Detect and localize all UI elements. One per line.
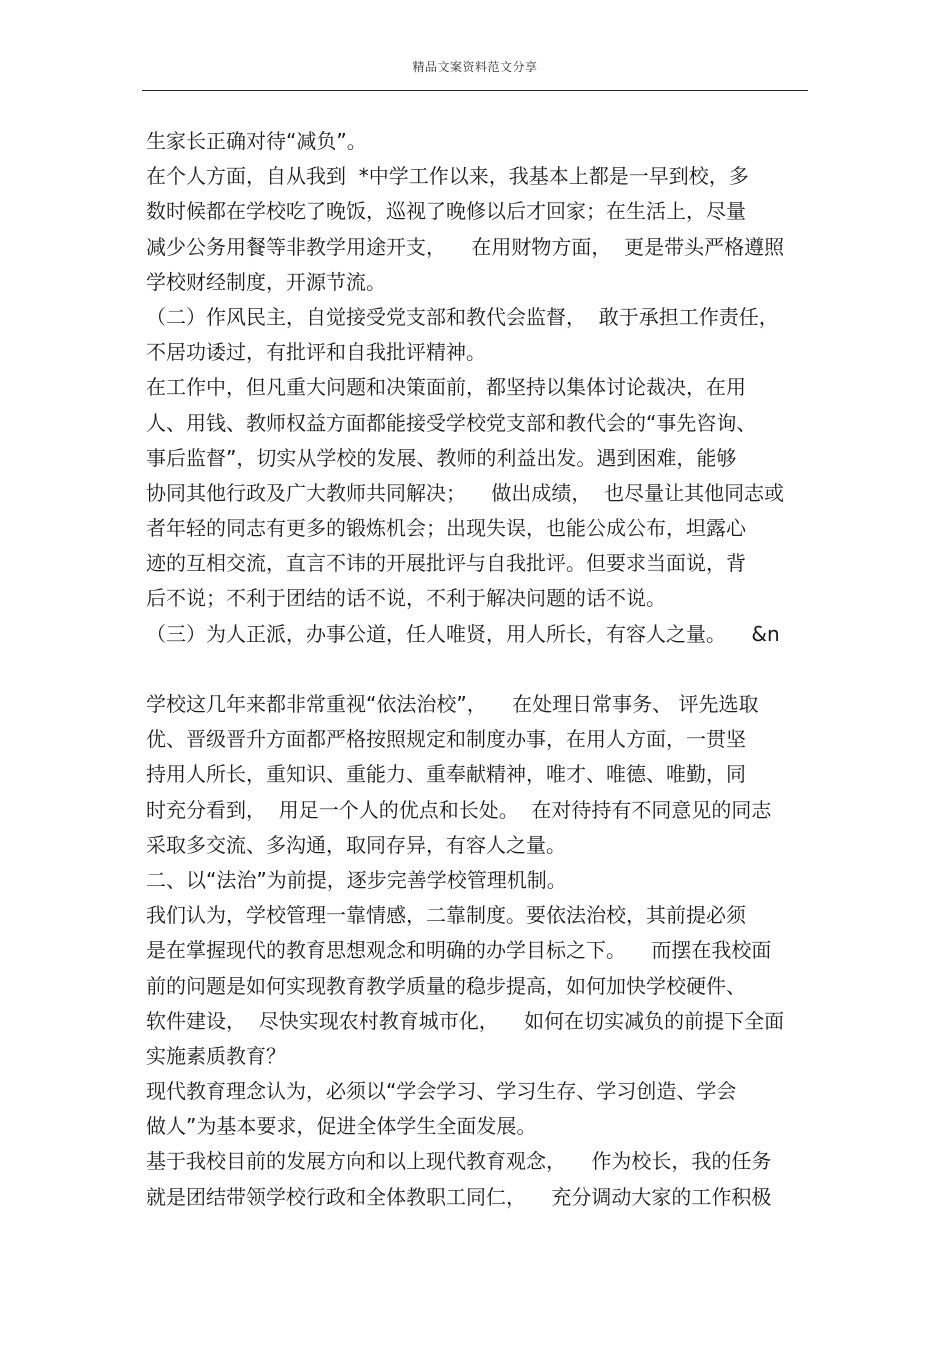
text-line: 是在掌握现代的教育思想观念和明确的办学目标之下。 而摆在我校面 bbox=[146, 938, 772, 963]
text-line: （二）作风民主，自觉接受党支部和教代会监督， 敢于承担工作责任， bbox=[146, 304, 779, 329]
text-line: 持用人所长，重知识、重能力、重奉献精神，唯才、唯德、唯勤，同 bbox=[146, 762, 746, 787]
text-line: 实施素质教育？ bbox=[146, 1043, 286, 1068]
text-line: 学校财经制度，开源节流。 bbox=[146, 269, 386, 294]
text-line: 就是团结带领学校行政和全体教职工同仁， 充分调动大家的工作积极 bbox=[146, 1184, 772, 1209]
text-line: 基于我校目前的发展方向和以上现代教育观念， 作为校长，我的任务 bbox=[146, 1149, 772, 1174]
text-line: 在个人方面，自从我到 *中学工作以来，我基本上都是一早到校，多 bbox=[146, 164, 749, 189]
header-divider bbox=[142, 90, 808, 91]
text-line: 事后监督”，切实从学校的发展、教师的利益出发。遇到困难，能够 bbox=[146, 445, 737, 470]
text-line: 迹的互相交流，直言不讳的开展批评与自我批评。但要求当面说，背 bbox=[146, 551, 746, 576]
text-line: 现代教育理念认为，必须以“学会学习、学习生存、学习创造、学会 bbox=[146, 1079, 737, 1104]
text-line: 前的问题是如何实现教育教学质量的稳步提高，如何加快学校硬件、 bbox=[146, 973, 746, 998]
text-line: 在工作中，但凡重大问题和决策面前，都坚持以集体讨论裁决，在用 bbox=[146, 375, 746, 400]
text-line: 人、用钱、教师权益方面都能接受学校党支部和教代会的“事先咨询、 bbox=[146, 410, 757, 435]
document-body bbox=[146, 124, 826, 1215]
page-header: 精品文案资料范文分享 bbox=[412, 60, 538, 74]
text-line: 做人”为基本要求，促进全体学生全面发展。 bbox=[146, 1114, 537, 1139]
text-line: 二、以“法治”为前提，逐步完善学校管理机制。 bbox=[146, 867, 567, 892]
text-line: 协同其他行政及广大教师共同解决； 做出成绩， 也尽量让其他同志或 bbox=[146, 480, 785, 505]
text-line: 采取多交流、多沟通，取同存异，有容人之量。 bbox=[146, 832, 566, 857]
text-line: 优、晋级晋升方面都严格按照规定和制度办事，在用人方面，一贯坚 bbox=[146, 727, 746, 752]
text-line: 时充分看到， 用足一个人的优点和长处。 在对待持有不同意见的同志 bbox=[146, 797, 772, 822]
text-line: 软件建设， 尽快实现农村教育城市化， 如何在切实减负的前提下全面 bbox=[146, 1008, 785, 1033]
text-line: （三）为人正派，办事公道，任人唯贤，用人所长，有容人之量。 &n bbox=[146, 621, 780, 646]
text-line: 后不说；不利于团结的话不说，不利于解决问题的话不说。 bbox=[146, 586, 666, 611]
text-line: 不居功诿过，有批评和自我批评精神。 bbox=[146, 340, 486, 365]
text-line: 学校这几年来都非常重视“依法治校”， 在处理日常事务、 评先选取 bbox=[146, 692, 759, 716]
text-line: 减少公务用餐等非教学用途开支， 在用财物方面， 更是带头严格遵照 bbox=[146, 234, 785, 259]
text-line: 数时候都在学校吃了晚饭，巡视了晚修以后才回家；在生活上，尽量 bbox=[146, 199, 746, 224]
text-line: 者年轻的同志有更多的锻炼机会；出现失误，也能公成公布，坦露心 bbox=[146, 516, 746, 541]
blank-line bbox=[146, 652, 826, 687]
text-line: 我们认为，学校管理一靠情感，二靠制度。要依法治校，其前提必须 bbox=[146, 903, 746, 928]
text-line: 生家长正确对待“减负”。 bbox=[146, 129, 367, 153]
